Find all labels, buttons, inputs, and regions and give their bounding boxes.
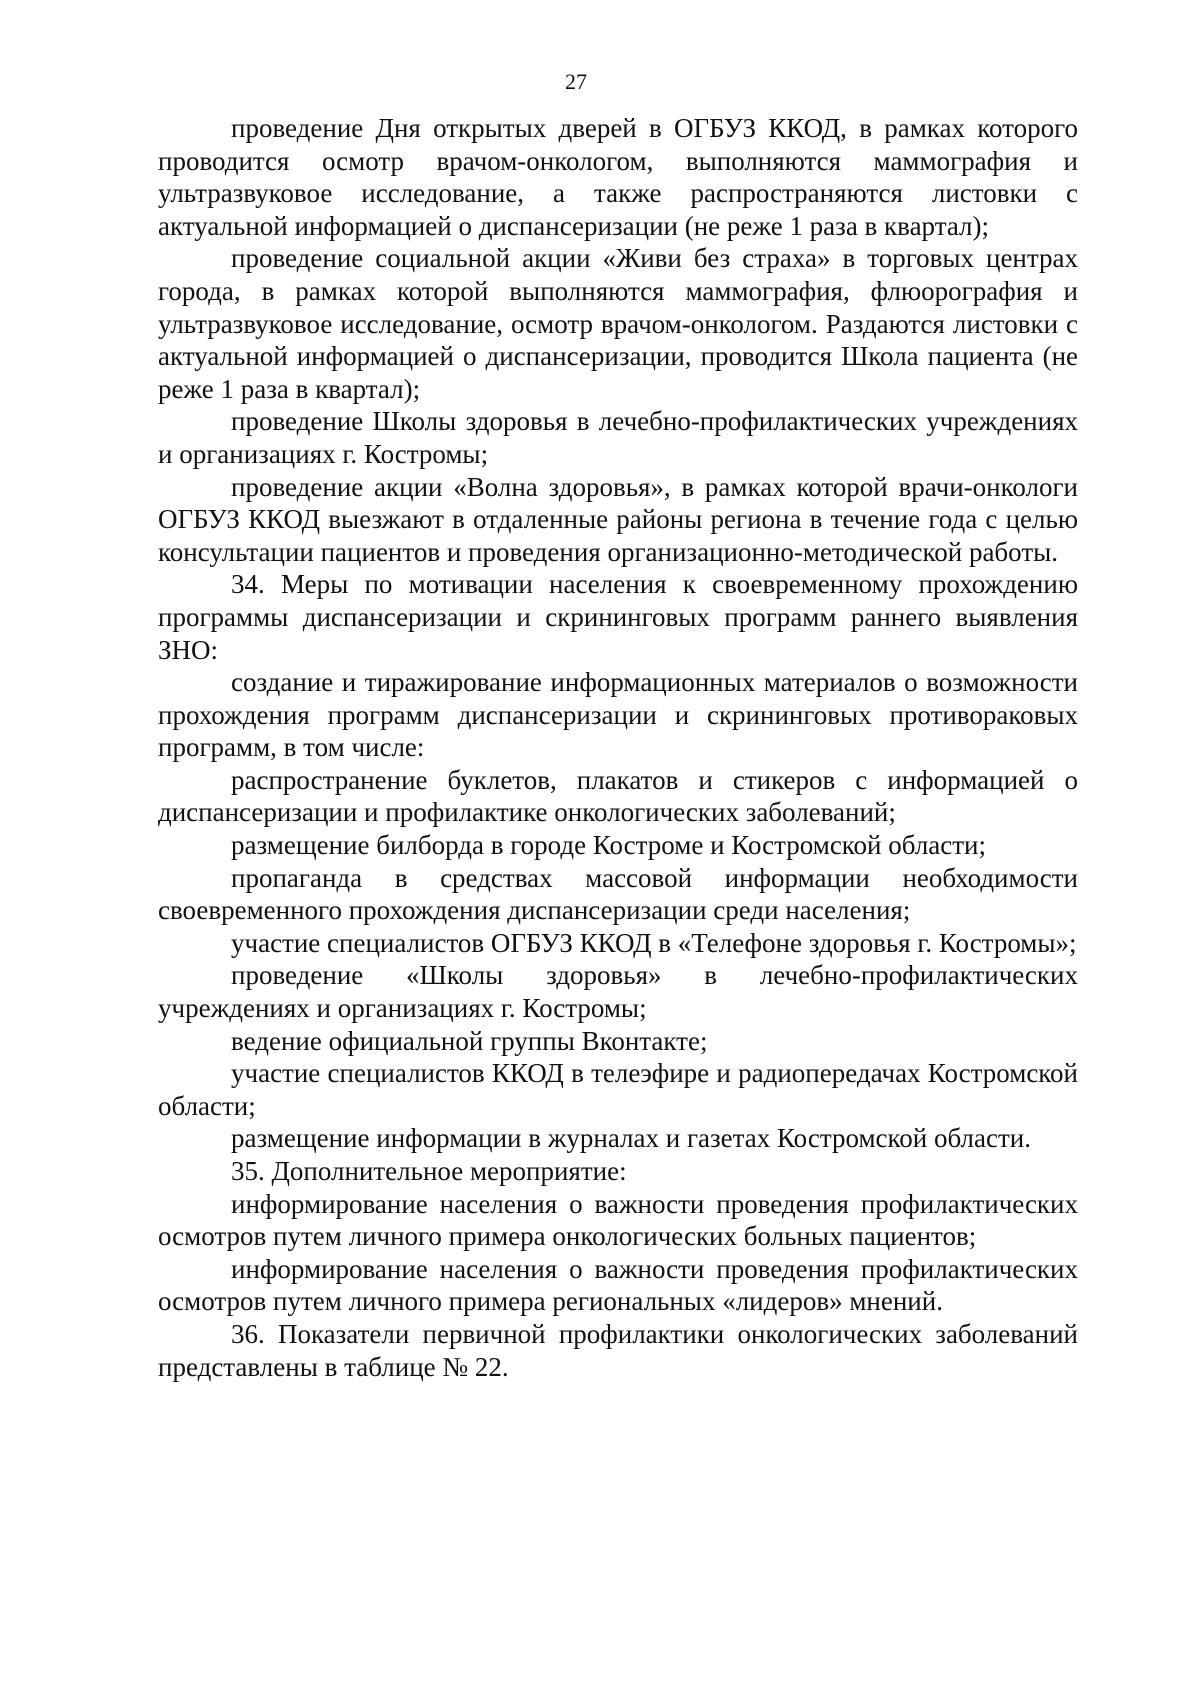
paragraph-health-school: проведение Школы здоровья в лечебно-профилактических учреждениях и организациях г. Костромы; xyxy=(158,406,1078,469)
page-number: 27 xyxy=(565,69,587,94)
paragraph-health-school-2: проведение «Школы здоровья» в лечебно-профилактических учреждениях и организациях г. Костромы; xyxy=(158,960,1078,1024)
paragraph-info-materials: создание и тиражирование информационных материалов о возможности прохождения программ диспансеризации и скрининговых противораковых программ, в том числе: xyxy=(158,667,1078,763)
document-body xyxy=(158,112,1078,1383)
paragraph-open-day: проведение Дня открытых дверей в ОГБУЗ ККОД, в рамках которого проводится осмотр врачом-онкологом, выполняются маммография и ультразвуковое исследование, а также распространяются листовки с актуальной информацией о диспансеризации (не реже 1 раза в квартал); xyxy=(158,113,1078,241)
paragraph-health-wave: проведение акции «Волна здоровья», в рамках которой врачи-онкологи ОГБУЗ ККОД выезжают в отдаленные районы региона в течение года с целью консультации пациентов и проведения организационно-методической работы. xyxy=(158,471,1078,567)
paragraph-vkontakte: ведение официальной группы Вконтакте; xyxy=(231,1025,708,1056)
paragraph-billboard: размещение билборда в городе Костроме и Костромской области; xyxy=(231,830,987,861)
paragraph-leaders-example: информирование населения о важности проведения профилактических осмотров путем личного примера региональных «лидеров» мнений. xyxy=(158,1253,1078,1317)
paragraph-item-35: 35. Дополнительное мероприятие: xyxy=(231,1156,627,1186)
paragraph-media-propaganda: пропаганда в средствах массовой информации необходимости своевременного прохождения диспансеризации среди населения; xyxy=(158,862,1078,926)
paragraph-booklets: распространение буклетов, плакатов и стикеров с информацией о диспансеризации и профилактике онкологических заболеваний; xyxy=(158,764,1078,828)
paragraph-patients-example: информирование населения о важности проведения профилактических осмотров путем личного примера онкологических больных пациентов; xyxy=(158,1188,1078,1252)
paragraph-press: размещение информации в журналах и газетах Костромской области. xyxy=(231,1123,1031,1154)
paragraph-item-34: 34. Меры по мотивации населения к своевременному прохождению программы диспансеризации и скрининговых программ раннего выявления ЗНО: xyxy=(158,569,1078,665)
paragraph-item-36: 36. Показатели первичной профилактики онкологических заболеваний представлены в таблице № 22. xyxy=(158,1318,1078,1382)
paragraph-tv-radio: участие специалистов ККОД в телеэфире и радиопередачах Костромской области; xyxy=(158,1058,1078,1121)
paragraph-health-phone: участие специалистов ОГБУЗ ККОД в «Телефоне здоровья г. Костромы»; xyxy=(231,927,1077,958)
paragraph-social-action: проведение социальной акции «Живи без страха» в торговых центрах города, в рамках которой выполняются маммография, флюорография и ультразвуковое исследование, осмотр врачом-онкологом. Раздаются листовки с актуальной информацией о диспансеризации, проводится Школа пациента (не реже 1 раза в квартал); xyxy=(158,243,1078,404)
